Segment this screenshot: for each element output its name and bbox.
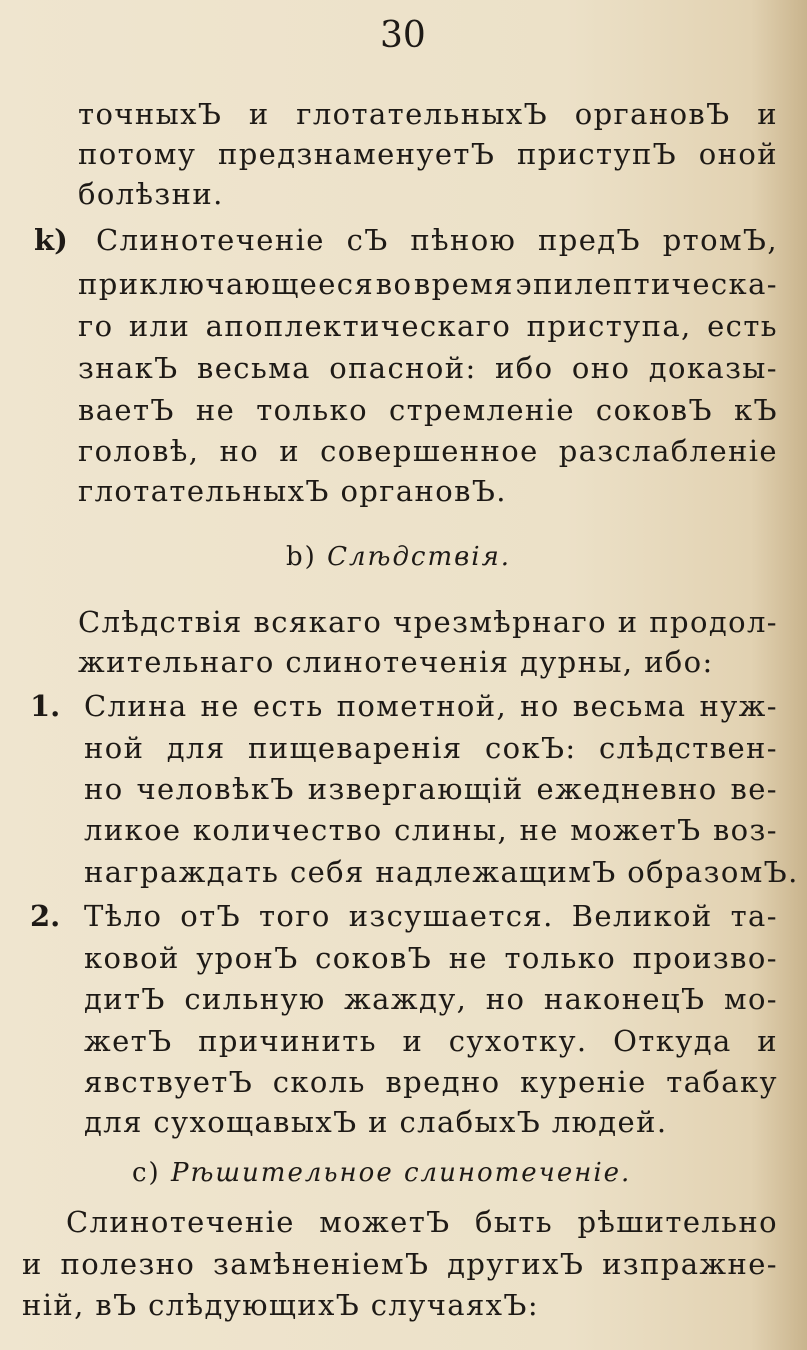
text-line	[84, 1024, 778, 1058]
word: но	[485, 982, 526, 1016]
word: го	[78, 309, 114, 343]
text-line: болѣзни.	[78, 177, 224, 211]
word: опасной:	[329, 351, 477, 385]
word: весьма	[197, 351, 311, 385]
word: не	[195, 393, 236, 427]
word: Слинотеченіе	[66, 1205, 295, 1239]
text-line	[78, 351, 778, 385]
word: та-	[730, 899, 778, 933]
word: доказы-	[648, 351, 778, 385]
text-line	[84, 813, 778, 847]
text-line	[84, 941, 778, 975]
text-line: глотательныхЪ органовЪ.	[78, 474, 507, 508]
word: мо-	[723, 982, 778, 1016]
word: быть	[475, 1205, 554, 1239]
word: воз-	[712, 813, 778, 847]
word: не	[200, 689, 240, 723]
text-line	[84, 731, 778, 765]
word: ве-	[730, 772, 778, 806]
word: сухотку.	[448, 1024, 588, 1058]
word: отЪ	[180, 899, 242, 933]
word: соковЪ	[595, 393, 713, 427]
word: извергающій	[307, 772, 524, 806]
word: апоплектическаго	[205, 309, 512, 343]
word: нуж-	[699, 689, 778, 723]
word: Откуда	[613, 1024, 732, 1058]
word: изпражне-	[602, 1247, 778, 1281]
word: Слинотеченіе	[96, 223, 325, 257]
word: и	[757, 1024, 778, 1058]
word: дитЪ	[84, 982, 166, 1016]
section-heading-c	[132, 1160, 631, 1186]
word: Великой	[571, 899, 713, 933]
word: вредно	[385, 1065, 501, 1099]
heading-title: Рѣшительное слинотеченіе.	[170, 1158, 632, 1188]
word: пометной,	[336, 689, 508, 723]
word: сильную	[184, 982, 326, 1016]
word: рѣшительно	[577, 1205, 778, 1239]
word: и	[248, 97, 270, 131]
word: оно	[571, 351, 631, 385]
word: весьма	[572, 689, 687, 723]
text-line: ній, вЪ слѣдующихЪ случаяхЪ:	[22, 1288, 540, 1322]
text-line: жительнаго слинотеченія дурны, ибо:	[78, 645, 714, 679]
text-line	[78, 267, 778, 301]
text-line: награждать себя надлежащимЪ образомЪ.	[84, 855, 799, 889]
word: кЪ	[734, 393, 778, 427]
word: соковЪ	[315, 941, 433, 975]
word: продол-	[649, 605, 778, 639]
text-line	[84, 982, 778, 1016]
word: сколь	[272, 1065, 366, 1099]
heading-marker: b)	[286, 542, 317, 572]
word: человѣкЪ	[136, 772, 295, 806]
word: во	[375, 267, 413, 301]
section-heading-b	[286, 544, 511, 570]
word: сокЪ:	[484, 731, 577, 765]
word: Слѣдствія	[78, 605, 243, 639]
word: и	[22, 1247, 43, 1281]
word: и	[402, 1024, 424, 1058]
word: жетЪ	[84, 1024, 173, 1058]
word: ваетЪ	[78, 393, 175, 427]
word: но	[520, 689, 560, 723]
word: пѣною	[410, 223, 517, 257]
word: можетЪ	[319, 1205, 451, 1239]
word: предзнаменуетЪ	[217, 137, 496, 171]
word: того	[258, 899, 331, 933]
word: и	[279, 434, 300, 468]
word: произво-	[632, 941, 778, 975]
word: эпилептическа-	[515, 267, 778, 301]
word: жажду,	[344, 982, 468, 1016]
word: всякаго	[253, 605, 383, 639]
item-k-marker: k)	[34, 223, 68, 257]
text-line	[66, 1205, 778, 1239]
word: другихЪ	[447, 1247, 585, 1281]
word: сЪ	[346, 223, 389, 257]
text-line	[22, 1247, 778, 1281]
word: чрезмѣрнаго	[393, 605, 608, 639]
item-2-marker: 2.	[30, 899, 61, 933]
page-number: 30	[380, 15, 426, 56]
word: только	[256, 393, 368, 427]
word: ртомЪ,	[662, 223, 778, 257]
word: предЪ	[538, 223, 641, 257]
word: Слина	[84, 689, 188, 723]
text-line	[78, 309, 778, 343]
word: есть	[252, 689, 324, 723]
word: только	[504, 941, 617, 975]
word: наконецЪ	[543, 982, 706, 1016]
word: но	[219, 434, 260, 468]
word: пищеваренія	[248, 731, 463, 765]
word: Тѣло	[84, 899, 163, 933]
word: причинить	[198, 1024, 377, 1058]
word: не	[448, 941, 488, 975]
item-1-marker: 1.	[30, 689, 61, 723]
word: точныхЪ	[78, 97, 223, 131]
word: время	[413, 267, 514, 301]
word: совершенное	[320, 434, 539, 468]
text-line	[78, 434, 778, 468]
word: но	[84, 772, 124, 806]
word: не	[519, 813, 559, 847]
word: ной	[84, 731, 145, 765]
word: изсушается.	[348, 899, 554, 933]
word: уронЪ	[196, 941, 299, 975]
word: головѣ,	[78, 434, 200, 468]
word: полезно	[60, 1247, 196, 1281]
word: куреніе	[520, 1065, 647, 1099]
word: ибо	[495, 351, 554, 385]
heading-marker: c)	[132, 1158, 161, 1188]
word: приступа,	[526, 309, 692, 343]
word: знакЪ	[78, 351, 179, 385]
word: разслабленіе	[558, 434, 778, 468]
word: количество	[192, 813, 383, 847]
word: есть	[707, 309, 778, 343]
word: стремленіе	[388, 393, 575, 427]
word: замѣненіемЪ	[212, 1247, 430, 1281]
text-line	[78, 605, 778, 639]
word: можетЪ	[570, 813, 702, 847]
word: оной	[698, 137, 778, 171]
text-line	[84, 899, 778, 933]
word: табаку	[666, 1065, 778, 1099]
text-line	[96, 223, 778, 257]
word: глотательныхЪ	[296, 97, 549, 131]
text-line	[84, 772, 778, 806]
text-line: для сухощавыхЪ и слабыхЪ людей.	[84, 1105, 668, 1139]
word: приступЪ	[516, 137, 678, 171]
word: ликое	[84, 813, 182, 847]
word: приключающееся	[78, 267, 375, 301]
text-line	[84, 689, 778, 723]
word: потому	[78, 137, 197, 171]
word: ковой	[84, 941, 180, 975]
word: ежедневно	[536, 772, 718, 806]
text-line	[78, 97, 778, 131]
word: и	[617, 605, 639, 639]
word: слѣдствен-	[599, 731, 778, 765]
text-line	[78, 393, 778, 427]
word: и	[757, 97, 778, 131]
word: или	[128, 309, 191, 343]
heading-title: Слѣдствія.	[327, 542, 512, 572]
text-line	[78, 137, 778, 171]
word: явствуетЪ	[84, 1065, 254, 1099]
word: для	[166, 731, 226, 765]
text-line	[84, 1065, 778, 1099]
word: органовЪ	[574, 97, 731, 131]
word: слины,	[394, 813, 509, 847]
